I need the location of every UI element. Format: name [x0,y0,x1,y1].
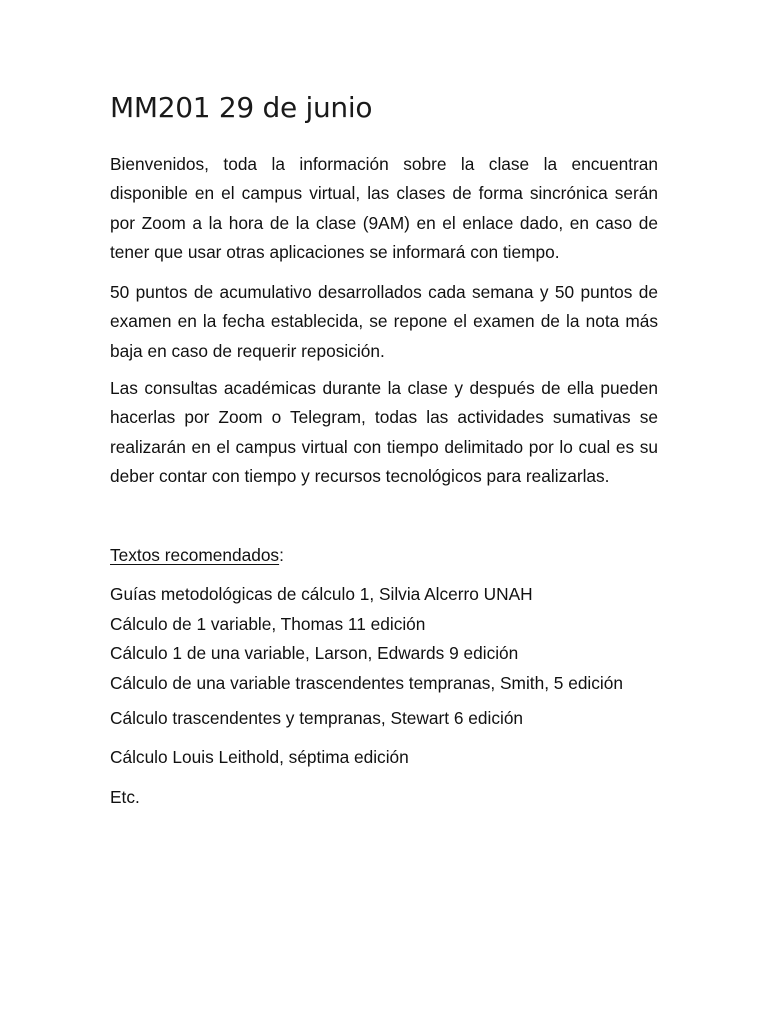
recommended-texts-heading [110,540,284,570]
recommended-texts-heading-label: Textos recomendados [110,545,280,565]
book-list-item-etc: Etc. [110,787,140,807]
grading-paragraph: 50 puntos de acumulativo desarrollados cada semana y 50 puntos de examen en la fecha establecida, se repone el examen de la nota más baja en caso de requerir reposición. [110,282,658,361]
document-title: MM201 29 de junio [110,91,373,124]
book-list-item: Guías metodológicas de cálculo 1, Silvia Alcerro UNAH [110,584,533,604]
consultations-paragraph: Las consultas académicas durante la clase y después de ella pueden hacerlas por Zoom o Telegram, todas las actividades sumativas se realizarán en el campus virtual con tiempo delimitado por lo cual es su deber contar con tiempo y recursos tecnológicos para realizarlas. [110,378,658,487]
welcome-paragraph: Bienvenidos, toda la información sobre la clase la encuentran disponible en el campus virtual, las clases de forma sincrónica serán por Zoom a la hora de la clase (9AM) en el enlace dado, en caso de tener que usar otras aplicaciones se informará con tiempo. [110,154,658,263]
book-list-item: Cálculo de una variable trascendentes tempranas, Smith, 5 edición [110,673,623,693]
book-list-item: Cálculo de 1 variable, Thomas 11 edición [110,614,426,634]
book-list-item: Cálculo 1 de una variable, Larson, Edwards 9 edición [110,643,519,663]
book-list-item: Cálculo trascendentes y tempranas, Stewart 6 edición [110,708,524,728]
book-list-item: Cálculo Louis Leithold, séptima edición [110,747,409,767]
recommended-texts-heading-colon: : [279,545,284,565]
